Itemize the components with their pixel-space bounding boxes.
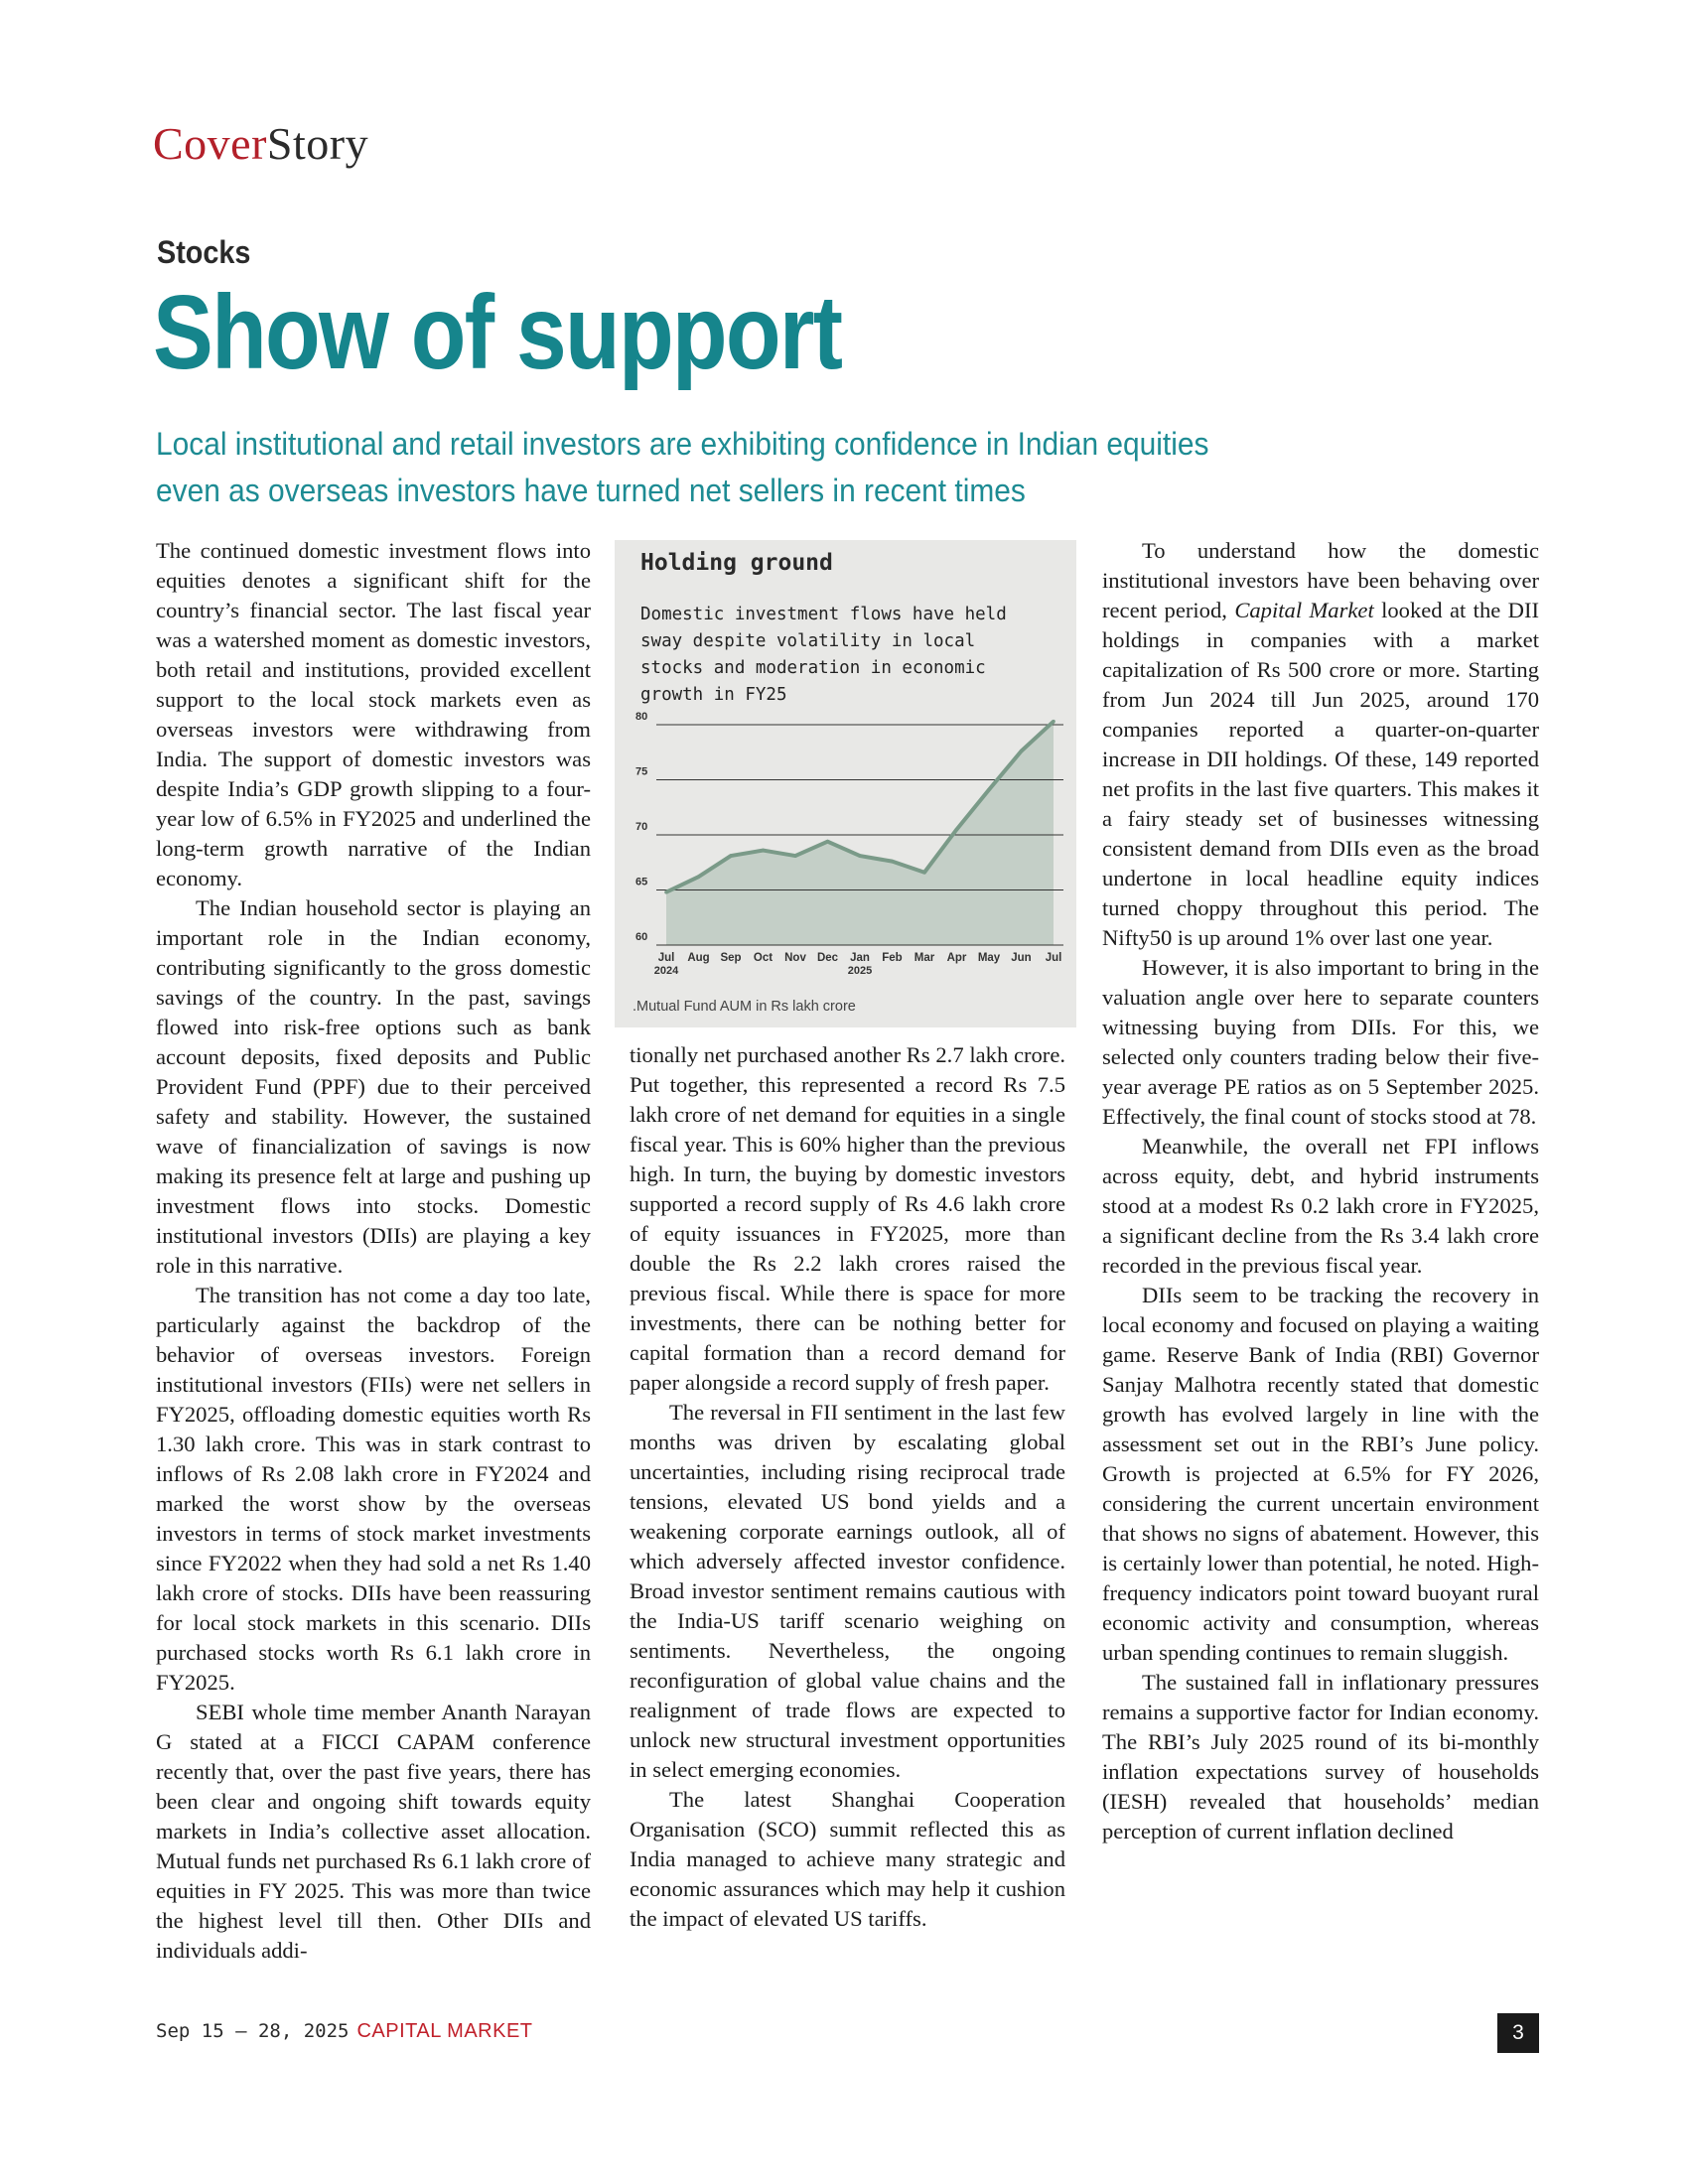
paragraph: The continued domestic investment flows into equities denotes a significant shift for the country’s financial sector. The last fiscal year was a watershed moment as domestic investors, both retail and institutions, provided excellent support to the local stock markets even as overseas investors were withdrawing from India. The support of domestic investors was despite India’s GDP growth slipping to a four-year low of 6.5% in FY2025 and underlined the long-term growth narrative of the Indian economy. — [156, 538, 591, 890]
publication-name: Capital Market — [1234, 598, 1374, 622]
chart-box — [615, 540, 1076, 1027]
y-tick-label: 70 — [635, 821, 648, 833]
section-tag — [153, 117, 368, 170]
issue-date: Sep 15 – 28, 2025 — [156, 2020, 350, 2042]
section-story: Story — [266, 118, 369, 169]
x-tick-label: Mar — [914, 952, 935, 964]
text-run: To understand how the domestic institutional investors have been behaving over recent period, — [1102, 538, 1539, 622]
x-tick-label: Aug — [687, 952, 710, 964]
x-tick-label: Dec — [816, 952, 839, 964]
page-number: 3 — [1497, 2013, 1539, 2053]
x-tick-label: May — [977, 952, 1001, 964]
paragraph: Meanwhile, the overall net FPI inflows across equity, debt, and hybrid instruments stood at a modest Rs 0.2 lakh crore in FY2025, a significant decline from the Rs 3.4 lakh crore recorded in the previous fiscal year. — [1102, 1134, 1539, 1278]
data-point — [858, 854, 862, 858]
deck-line-1: Local institutional and retail investors are exhibiting confidence in Indian equities — [156, 426, 1209, 462]
paragraph: The latest Shanghai Cooperation Organisation (SCO) summit reflected this as India managed to achieve many strategic and economic assurances which may help it cushion the impact of elevated US tariffs. — [630, 1787, 1065, 1931]
x-year-label: 2024 — [653, 965, 679, 977]
publication-brand: CAPITAL MARKET — [356, 2020, 533, 2042]
headline: Show of support — [153, 274, 842, 391]
paragraph: However, it is also important to bring in the valuation angle over here to separate counters witnessing buying from DIIs. For this, we selected only counters trading below their five-year average PE ratios as on 5 September 2025. Effectively, the final count of stocks stood at 78. — [1102, 955, 1539, 1129]
chart-title: Holding ground — [640, 550, 833, 576]
body-column-3 — [1102, 536, 1539, 1846]
data-point — [664, 890, 668, 894]
x-tick-label: Oct — [753, 952, 774, 964]
body-column-2 — [630, 1040, 1065, 1934]
data-point — [1052, 720, 1055, 724]
x-tick-label: Jul — [657, 952, 675, 964]
x-tick-label: Apr — [946, 952, 967, 964]
data-point — [1020, 750, 1024, 753]
paragraph: SEBI whole time member Ananth Narayan G stated at a FICCI CAPAM conference recently that, over the past five years, there has been clear and ongoing shift towards equity markets in India’s collective asset allocation. Mutual funds net purchased Rs 6.1 lakh crore of equities in FY 2025. This was more than twice the highest level till then. Other DIIs and individuals addi- — [156, 1700, 591, 1963]
y-tick-label: 65 — [635, 876, 648, 888]
chart-source: .Mutual Fund AUM in Rs lakh crore — [633, 999, 856, 1015]
paragraph: DIIs seem to be tracking the recovery in local economy and focused on playing a waiting game. Reserve Bank of India (RBI) Governor Sanjay Malhotra recently stated that domestic growth has evolved largely in line with the assessment set out in the RBI’s June policy. Growth is projected at 6.5% for FY 2026, considering the current uncertain environment that shows no signs of abatement. However, this is certainly lower than potential, he noted. High-frequency indicators point toward buoyant rural economic activity and consumption, whereas urban spending continues to remain sluggish. — [1102, 1283, 1539, 1665]
x-tick-label: Feb — [882, 952, 903, 964]
paragraph: tionally net purchased another Rs 2.7 lakh crore. Put together, this represented a record Rs 7.5 lakh crore of net demand for equities in a single fiscal year. This is 60% higher than the previous high. In turn, the buying by domestic investors supported a record supply of Rs 4.6 lakh crore of equity issuances in FY2025, more than double the Rs 2.2 lakh crores raised the previous fiscal. While there is space for more investments, there can be nothing better for capital formation than a record demand for paper alongside a record supply of fresh paper. — [630, 1042, 1065, 1395]
kicker: Stocks — [157, 234, 251, 270]
paragraph: The reversal in FII sentiment in the last few months was driven by escalating global uncertainties, including rising reciprocal trade tensions, elevated US bond yields and a weakening corporate earnings outlook, all of which adversely affected investor confidence. Broad investor sentiment remains cautious with the India-US tariff scenario weighing on sentiments. Nevertheless, the ongoing reconfiguration of global value chains and the realignment of trade flows are expected to unlock new structural investment opportunities in select emerging economies. — [630, 1400, 1065, 1782]
area-chart — [615, 540, 1076, 1027]
deck — [156, 421, 1347, 514]
x-tick-label: Nov — [784, 952, 806, 964]
x-tick-label: Jun — [1011, 952, 1032, 964]
x-tick-label: Jul — [1045, 952, 1062, 964]
paragraph — [1102, 536, 1539, 953]
footer — [156, 2020, 533, 2043]
data-point — [922, 871, 926, 875]
data-point — [697, 875, 701, 879]
data-point — [955, 828, 959, 832]
chart-subtitle: Domestic investment flows have held sway despite volatility in local stocks and moderation in economic growth in FY25 — [640, 605, 1007, 705]
paragraph: The sustained fall in inflationary pressures remains a supportive factor for Indian economy. The RBI’s July 2025 round of its bi-monthly inflation expectations survey of households (IESH) revealed that households’ median perception of current inflation declined — [1102, 1670, 1539, 1843]
paragraph: The transition has not come a day too late, particularly against the backdrop of the behavior of overseas investors. Foreign institutional investors (FIIs) were net sellers in FY2025, offloading domestic equities worth Rs 1.30 lakh crore. This was in stark contrast to inflows of Rs 2.08 lakh crore in FY2024 and marked the worst show by the overseas investors in terms of stock market investments since FY2022 when they had sold a net Rs 1.40 lakh crore of stocks. DIIs have been reassuring for local stock markets in this scenario. DIIs purchased stocks worth Rs 6.1 lakh crore in FY2025. — [156, 1283, 591, 1695]
data-point — [826, 840, 830, 844]
x-tick-label: Sep — [720, 952, 742, 964]
y-tick-label: 60 — [635, 931, 648, 943]
data-point — [793, 854, 797, 858]
data-point — [729, 854, 733, 858]
paragraph: The Indian household sector is playing an important role in the Indian economy, contributing significantly to the gross domestic savings of the country. In the past, savings flowed into risk-free options such as bank account deposits, fixed deposits and Public Provident Fund (PPF) due to their perceived safety and stability. However, the sustained wave of financialization of savings is now making its presence felt at large and pushing up investment flows into stocks. Domestic institutional investors (DIIs) are playing a key role in this narrative. — [156, 895, 591, 1278]
y-tick-label: 75 — [635, 765, 648, 778]
x-year-label: 2025 — [847, 965, 873, 977]
body-column-1 — [156, 536, 591, 1966]
data-point — [987, 788, 991, 792]
area-fill — [666, 722, 1054, 945]
text-run: looked at the DII holdings in companies with a market capitalization of Rs 500 crore or more. Starting from Jun 2024 till Jun 2025, around 170 companies reported a quarter-on-quarter increase in DII holdings. Of these, 149 reported net profits in the last five quarters. This makes it a fairy steady set of businesses witnessing consistent demand from DIIs even as the broad undertone in local headline equity indices turned choppy throughout this period. The Nifty50 is up around 1% over last one year. — [1102, 598, 1540, 950]
section-cover: Cover — [153, 118, 267, 169]
y-tick-label: 80 — [635, 711, 648, 723]
data-point — [762, 849, 766, 853]
data-point — [891, 860, 895, 864]
deck-line-2: even as overseas investors have turned net sellers in recent times — [156, 473, 1026, 508]
x-tick-label: Jan — [850, 952, 870, 964]
